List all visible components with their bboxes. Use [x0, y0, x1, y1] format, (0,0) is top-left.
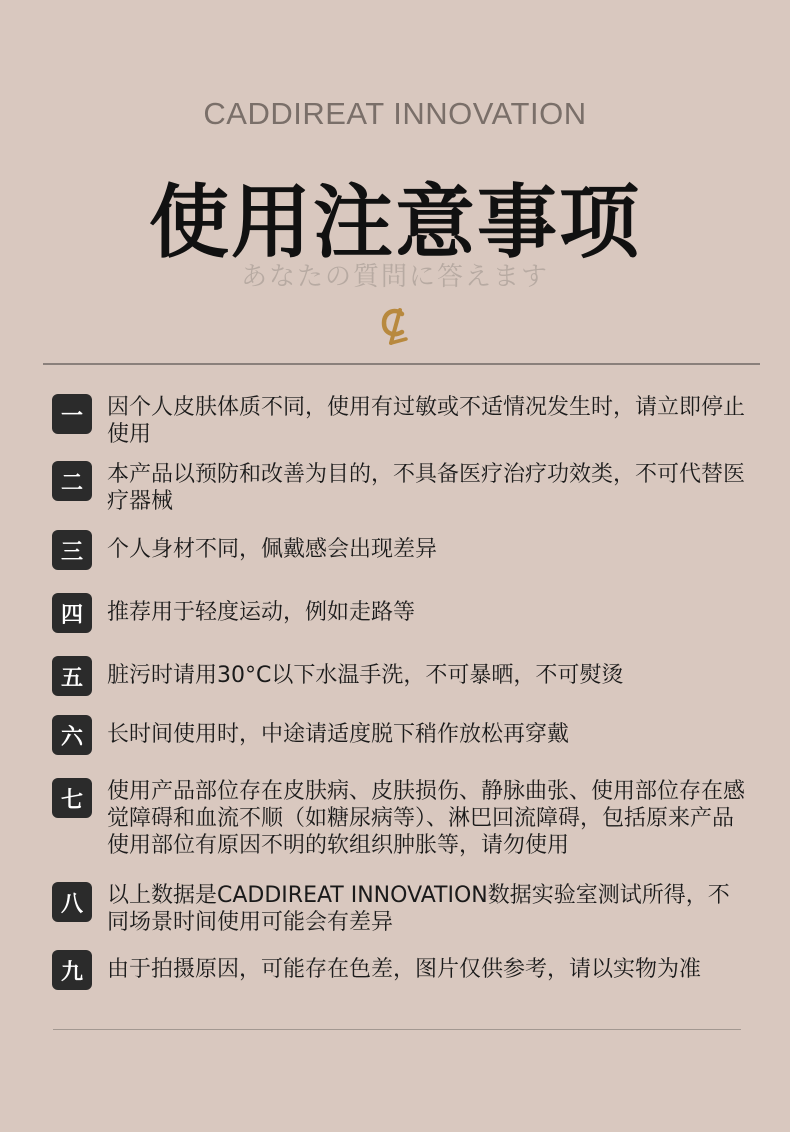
notice-item-8 — [52, 882, 752, 936]
bottom-divider — [53, 1029, 741, 1030]
notice-text: 由于拍摄原因，可能存在色差，图片仅供参考，请以实物为准 — [107, 957, 702, 982]
notice-number-badge: 三 — [52, 530, 92, 570]
notice-number-badge: 七 — [52, 778, 92, 818]
top-divider — [43, 363, 760, 365]
notice-number-badge: 一 — [52, 394, 92, 434]
notice-item-5 — [52, 656, 752, 696]
notice-item-1 — [52, 394, 752, 448]
cl-monogram-icon — [378, 306, 414, 346]
notice-text: 长时间使用时，中途请适度脱下稍作放松再穿戴 — [107, 722, 570, 747]
notice-text: 脏污时请用30°C以下水温手洗，不可暴晒，不可熨烫 — [107, 663, 624, 688]
page-title: 使用注意事项 — [149, 176, 641, 269]
notice-number-badge: 四 — [52, 593, 92, 633]
notice-item-4 — [52, 593, 752, 633]
notice-text: 个人身材不同，佩戴感会出现差异 — [107, 537, 438, 562]
notice-number-badge: 八 — [52, 882, 92, 922]
page-subtitle: あなたの質問に答えます — [240, 262, 549, 292]
notice-number-badge: 六 — [52, 715, 92, 755]
notice-text: 以上数据是CADDIREAT INNOVATION数据实验室测试所得，不同场景时间使用可能会有差异 — [107, 883, 730, 935]
notice-text: 因个人皮肤体质不同，使用有过敏或不适情况发生时，请立即停止使用 — [107, 395, 746, 447]
notice-number-badge: 五 — [52, 656, 92, 696]
notice-text: 推荐用于轻度运动，例如走路等 — [107, 600, 416, 625]
notice-text: 本产品以预防和改善为目的，不具备医疗治疗功效类，不可代替医疗器械 — [107, 462, 746, 514]
notice-item-7 — [52, 778, 752, 859]
notice-number-badge: 二 — [52, 461, 92, 501]
notice-item-3 — [52, 530, 752, 570]
notice-item-9 — [52, 950, 752, 990]
notice-item-6 — [52, 715, 752, 755]
notice-number-badge: 九 — [52, 950, 92, 990]
notice-item-2 — [52, 461, 752, 515]
notice-text: 使用产品部位存在皮肤病、皮肤损伤、静脉曲张、使用部位存在感觉障碍和血流不顺（如糖尿病等）、淋巴回流障碍，包括原来产品使用部位有原因不明的软组织肿胀等，请勿使用 — [107, 779, 746, 858]
brand-name: CADDIREAT INNOVATION — [203, 96, 587, 131]
